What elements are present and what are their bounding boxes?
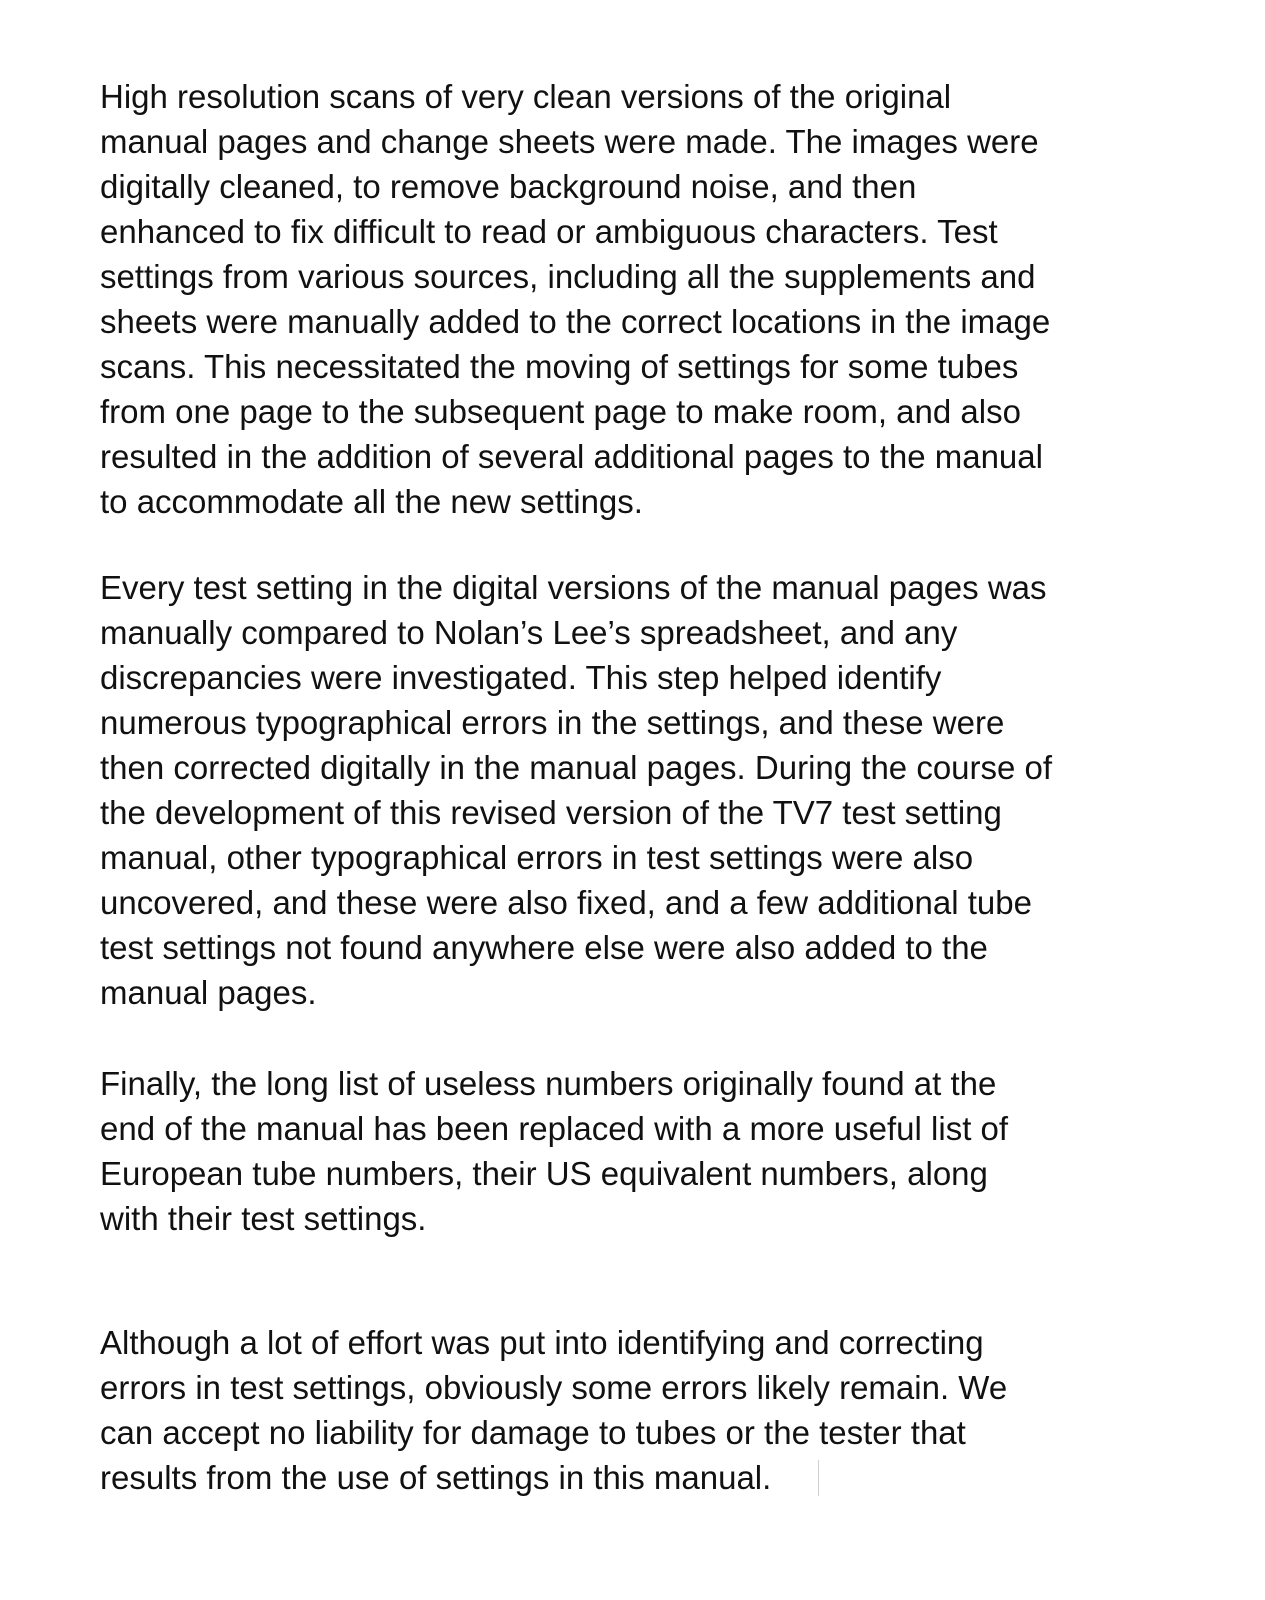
paragraph-verification xyxy=(100,565,1052,1015)
text-line: Although a lot of effort was put into identifying and correcting xyxy=(100,1324,984,1361)
text-line: scans. This necessitated the moving of settings for some tubes xyxy=(100,348,1019,385)
text-line: from one page to the subsequent page to make room, and also xyxy=(100,393,1021,430)
text-line: can accept no liability for damage to tubes or the tester that xyxy=(100,1414,966,1451)
paragraph-liability-disclaimer xyxy=(100,1320,1007,1500)
text-cursor xyxy=(818,1460,819,1496)
text-line: the development of this revised version of the TV7 test setting xyxy=(100,794,1002,831)
text-line: enhanced to fix difficult to read or ambiguous characters. Test xyxy=(100,213,998,250)
text-line: end of the manual has been replaced with a more useful list of xyxy=(100,1110,1009,1147)
text-line: manually compared to Nolan’s Lee’s spreadsheet, and any xyxy=(100,614,958,651)
text-line: test settings not found anywhere else were also added to the xyxy=(100,929,988,966)
text-line: sheets were manually added to the correct locations in the image xyxy=(100,303,1051,340)
text-line: then corrected digitally in the manual pages. During the course of xyxy=(100,749,1053,786)
text-line: settings from various sources, including all the supplements and xyxy=(100,258,1036,295)
text-line: discrepancies were investigated. This step helped identify xyxy=(100,659,942,696)
paragraph-scanning-process xyxy=(100,74,1050,524)
text-line: manual pages and change sheets were made. The images were xyxy=(100,123,1039,160)
text-line: European tube numbers, their US equivalent numbers, along xyxy=(100,1155,988,1192)
text-line: with their test settings. xyxy=(100,1200,427,1237)
text-line: uncovered, and these were also fixed, and a few additional tube xyxy=(100,884,1032,921)
text-line: manual pages. xyxy=(100,974,317,1011)
paragraph-european-list xyxy=(100,1061,1008,1241)
text-line: digitally cleaned, to remove background noise, and then xyxy=(100,168,917,205)
text-line: to accommodate all the new settings. xyxy=(100,483,643,520)
text-line: High resolution scans of very clean versions of the original xyxy=(100,78,952,115)
text-line: Finally, the long list of useless numbers originally found at the xyxy=(100,1065,997,1102)
text-line: results from the use of settings in this manual. xyxy=(100,1459,772,1496)
text-line: resulted in the addition of several additional pages to the manual xyxy=(100,438,1043,475)
text-line: Every test setting in the digital versions of the manual pages was xyxy=(100,569,1047,606)
text-line: numerous typographical errors in the settings, and these were xyxy=(100,704,1005,741)
text-line: manual, other typographical errors in test settings were also xyxy=(100,839,974,876)
text-line: errors in test settings, obviously some errors likely remain. We xyxy=(100,1369,1008,1406)
